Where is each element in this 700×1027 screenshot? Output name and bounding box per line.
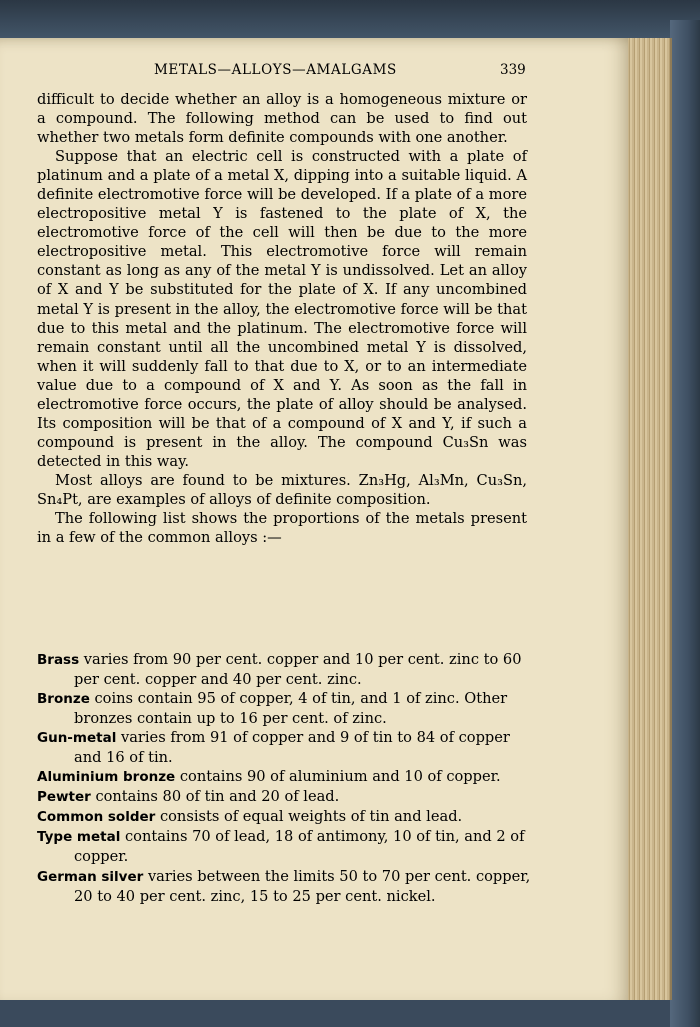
- alloy-item: [37, 807, 532, 827]
- alloy-description: consists of equal weights of tin and lead.: [159, 808, 463, 826]
- alloy-name: German silver: [37, 868, 144, 885]
- alloy-description: contains 90 of aluminium and 10 of copper.: [179, 768, 501, 786]
- alloy-description: contains 80 of tin and 20 of lead.: [95, 788, 340, 806]
- paragraph: Suppose that an electric cell is constructed with a plate of platinum and a plate of a metal X, dipping into a suitable liquid. A definite electromotive force will be developed. If a plate of a more electropositive metal Y is fastened to the plate of X, the electromotive force of the cell will then be due to the more electropositive metal. This electromotive force will remain constant as long as any of the metal Y is undissolved. Let an alloy of X and Y be substituted for the plate of X. If any uncombined metal Y is present in the alloy, the electromotive force will be that due to this metal and the platinum. The electromotive force will remain constant until all the uncombined metal Y is dissolved, when it will suddenly fall to that due to X, or to an intermediate value due to a compound of X and Y. As soon as the fall in electromotive force occurs, the plate of alloy should be analysed. Its composition will be that of a compound of X and Y, if such a compound is present in the alloy. The compound Cu₃Sn was detected in this way.: [37, 148, 528, 470]
- body-text: [37, 90, 527, 547]
- alloy-item: [37, 767, 532, 787]
- alloy-name: Brass: [37, 652, 80, 668]
- alloy-name: Common solder: [37, 809, 156, 826]
- alloy-description: coins contain 95 of copper, 4 of tin, and 1 of zinc. Other bronzes contain up to 16 per cent. of zinc.: [74, 690, 508, 728]
- alloy-name: Pewter: [37, 789, 91, 806]
- alloy-description: varies from 90 per cent. copper and 10 per cent. zinc to 60 per cent. copper and 40 per cent. zinc.: [74, 651, 522, 689]
- alloy-name: Bronze: [37, 691, 90, 708]
- alloy-list: [37, 650, 532, 906]
- alloy-item: [37, 787, 532, 807]
- book-cover-right: [670, 20, 700, 1027]
- alloy-item: [37, 728, 532, 767]
- alloy-item: [37, 867, 532, 906]
- running-head: [0, 62, 628, 82]
- alloy-description: contains 70 of lead, 18 of antimony, 10 of tin, and 2 of copper.: [74, 828, 525, 866]
- page-number: 339: [500, 62, 526, 78]
- alloy-name: Aluminium bronze: [37, 769, 176, 786]
- paragraph: Most alloys are found to be mixtures. Zn₃Hg, Al₃Mn, Cu₃Sn, Sn₄Pt, are examples of alloys of definite composition.: [37, 471, 527, 508]
- alloy-name: Type metal: [37, 829, 121, 846]
- alloy-description: varies from 91 of copper and 9 of tin to 84 of copper and 16 of tin.: [74, 729, 510, 767]
- alloy-item: [37, 827, 532, 866]
- alloy-item: [37, 650, 532, 689]
- page-edges: [622, 38, 672, 1000]
- alloy-item: [37, 689, 532, 728]
- alloy-name: Gun-metal: [37, 730, 117, 747]
- alloy-description: varies between the limits 50 to 70 per cent. copper, 20 to 40 per cent. zinc, 15 to 25 per cent. nickel.: [74, 867, 531, 905]
- paragraph: difficult to decide whether an alloy is a homogeneous mixture or a compound. The following method can be used to find out whether two metals form definite compounds with one another.: [37, 91, 527, 147]
- running-title: METALS—ALLOYS—AMALGAMS: [154, 62, 397, 78]
- paragraph: The following list shows the proportions of the metals present in a few of the common alloys :—: [37, 510, 527, 547]
